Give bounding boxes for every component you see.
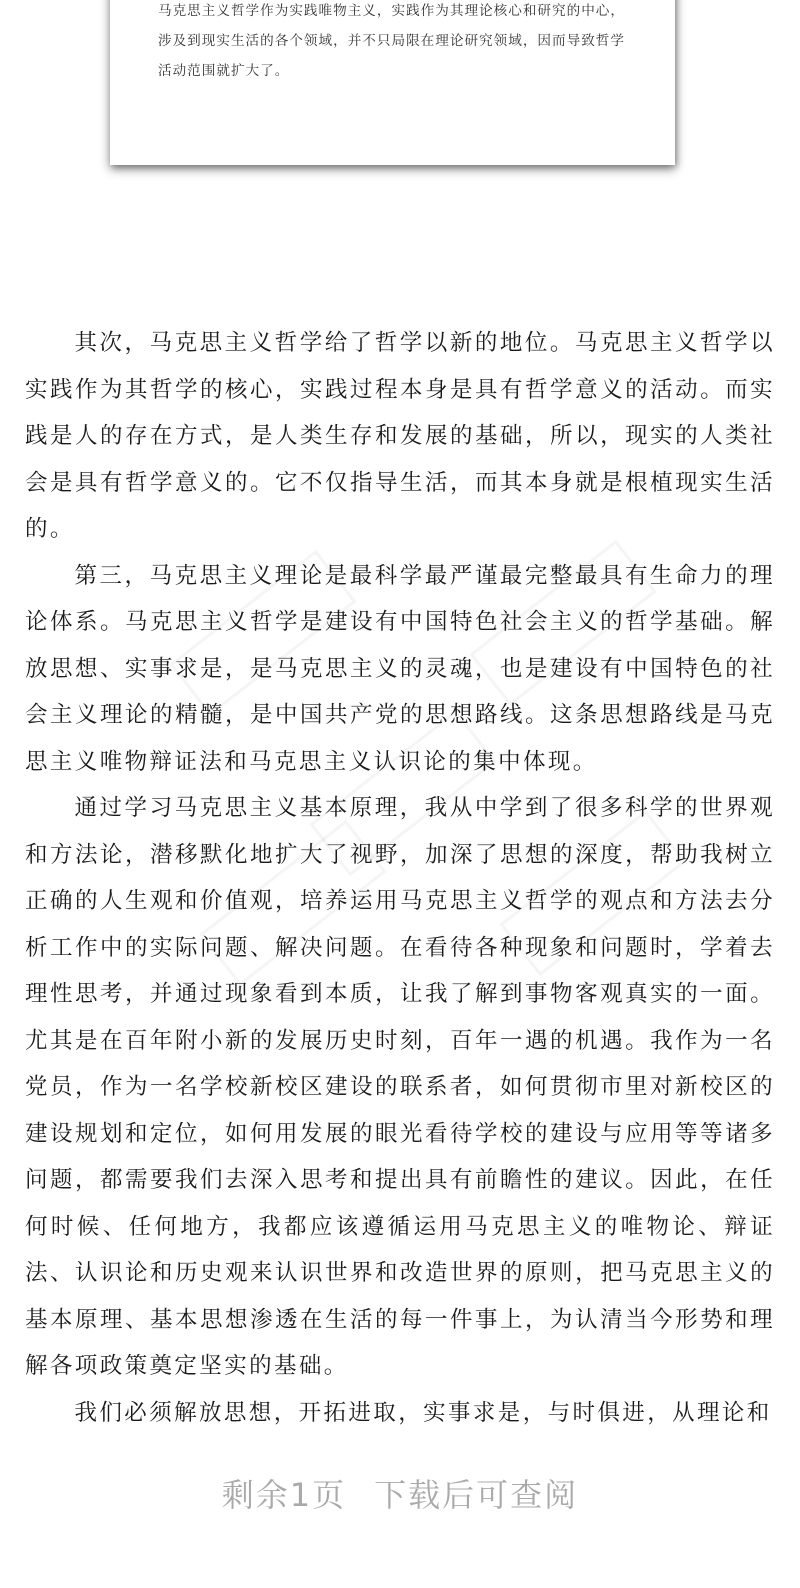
remaining-pages-label: 剩余1页 <box>221 1476 347 1514</box>
download-hint-label: 下载后可查阅 <box>374 1476 579 1514</box>
preview-card-text: 马克思主义哲学作为实践唯物主义，实践作为其理论核心和研究的中心，涉及到现实生活的各个领域，并不只局限在理论研究领域，因而导致哲学活动范围就扩大了。 <box>158 3 625 79</box>
paragraph: 其次，马克思主义哲学给了哲学以新的地位。马克思主义哲学以实践作为其哲学的核心，实践过程本身是具有哲学意义的活动。而实践是人的存在方式，是人类生存和发展的基础，所以，现实的人类社会是具有哲学意义的。它不仅指导生活，而其本身就是根植现实生活的。 <box>25 330 775 542</box>
paragraph: 第三，马克思主义理论是最科学最严谨最完整最具有生命力的理论体系。马克思主义哲学是建设有中国特色社会主义的哲学基础。解放思想、实事求是，是马克思主义的灵魂，也是建设有中国特色的社会主义理论的精髓，是中国共产党的思想路线。这条思想路线是马克思主义唯物辩证法和马克思主义认识论的集中体现。 <box>25 562 775 775</box>
paragraph: 我们必须解放思想，开拓进取，实事求是，与时俱进，从理论和 <box>74 1399 772 1426</box>
document-preview-card <box>110 0 675 165</box>
download-banner[interactable] <box>0 1470 800 1516</box>
document-body <box>25 320 775 1436</box>
paragraph: 通过学习马克思主义基本原理，我从中学到了很多科学的世界观和方法论，潜移默化地扩大了视野，加深了思想的深度，帮助我树立正确的人生观和价值观，培养运用马克思主义哲学的观点和方法去分析工作中的实际问题、解决问题。在看待各种现象和问题时，学着去理性思考，并通过现象看到本质，让我了解到事物客观真实的一面。尤其是在百年附小新的发展历史时刻，百年一遇的机遇。我作为一名党员，作为一名学校新校区建设的联系者，如何贯彻市里对新校区的建设规划和定位，如何用发展的眼光看待学校的建设与应用等等诸多问题，都需要我们去深入思考和提出具有前瞻性的建议。因此，在任何时候、任何地方，我都应该遵循运用马克思主义的唯物论、辩证法、认识论和历史观来认识世界和改造世界的原则，把马克思主义的基本原理、基本思想渗透在生活的每一件事上，为认清当今形势和理解各项政策奠定坚实的基础。 <box>25 795 775 1379</box>
